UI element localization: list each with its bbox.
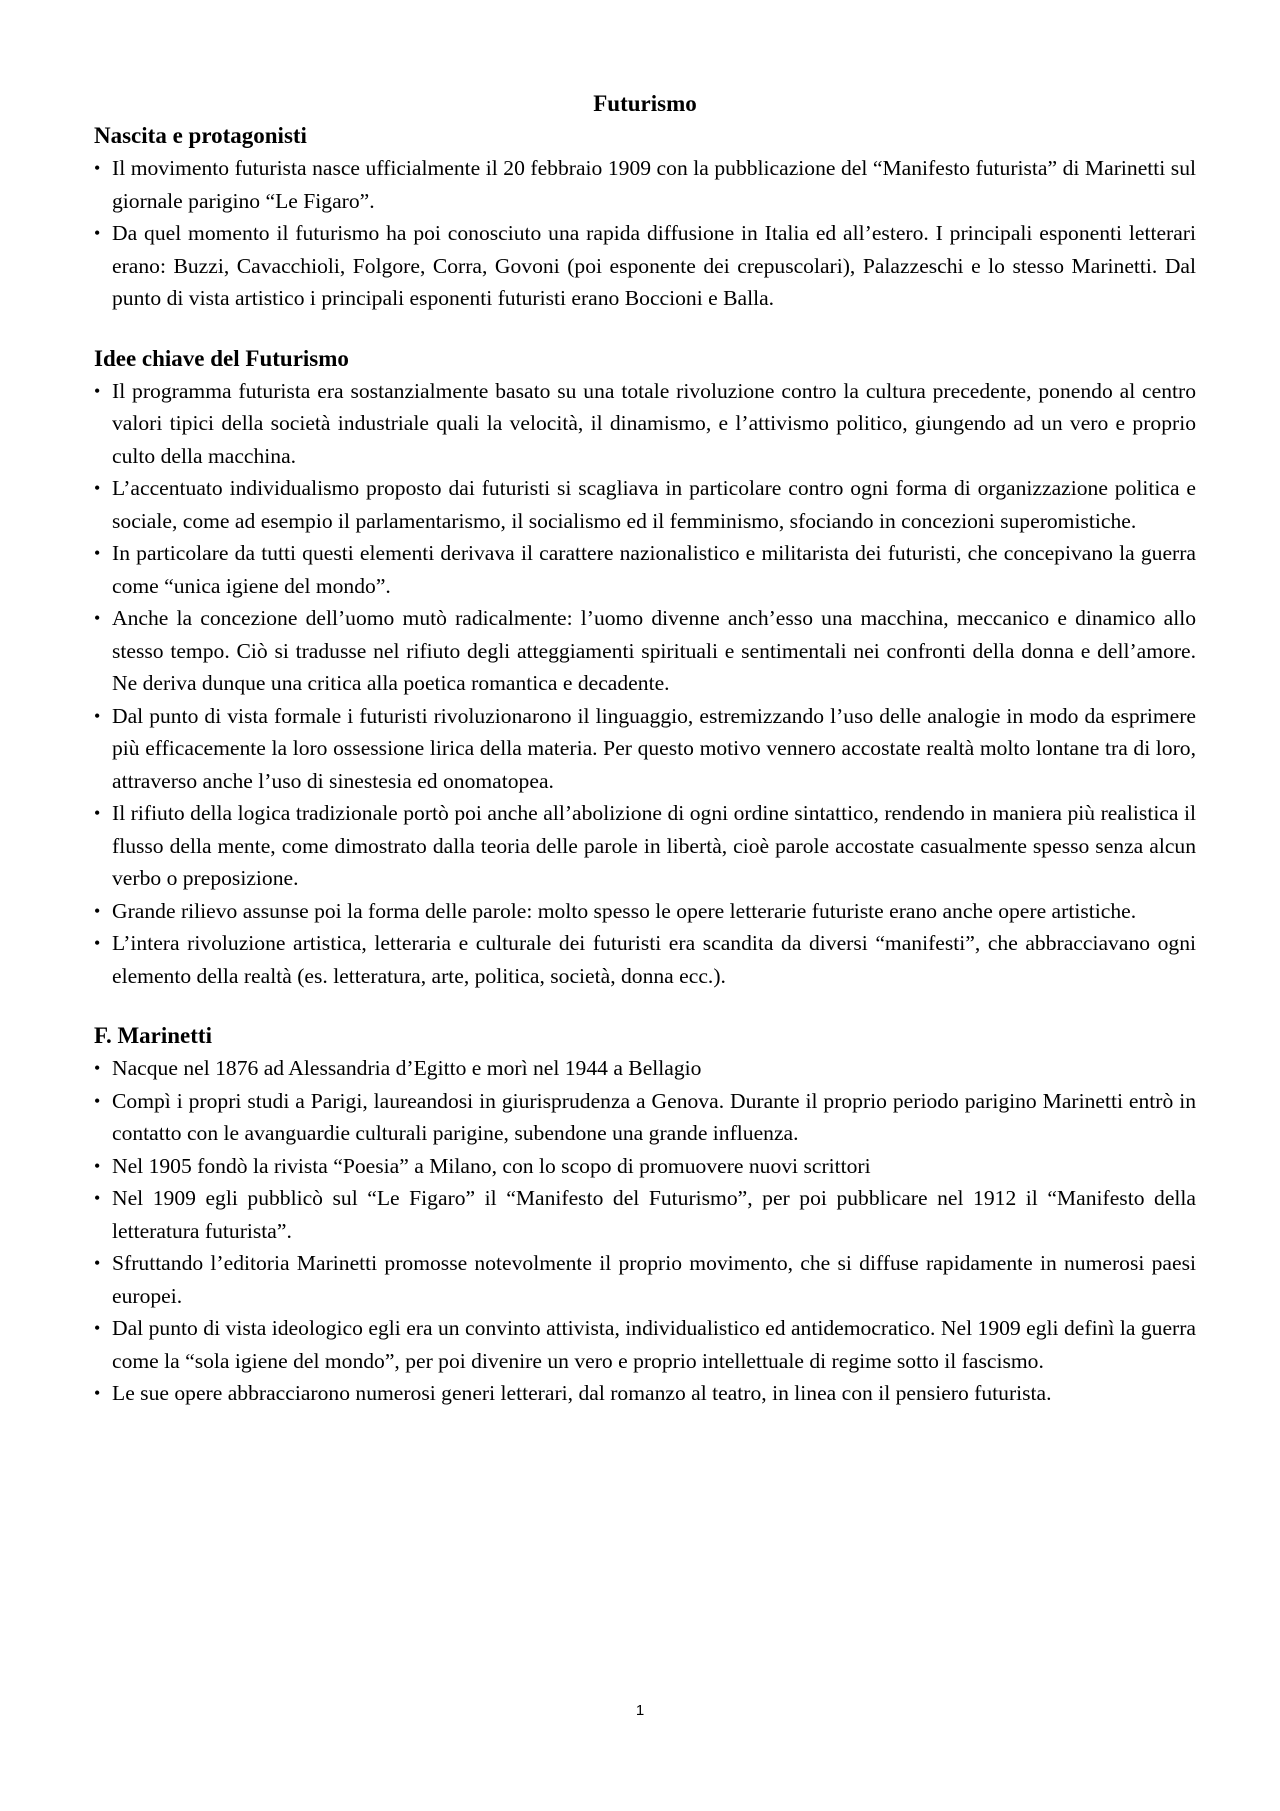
section-heading: Idee chiave del Futurismo [94,345,349,371]
list-item [94,797,1196,895]
bullet-icon: • [94,223,101,243]
page-number: 1 [635,1702,645,1719]
list-item [94,472,1196,537]
bullet-icon: • [94,1253,101,1273]
list-item [94,1247,1196,1312]
list-item-text: L’intera rivoluzione artistica, letteraria e culturale dei futuristi era scandita da diversi “manifesti”, che abbracciavano ogni elemento della realtà (es. letteratura, arte, politica, società, donna ecc.). [112,931,1196,988]
bullet-icon: • [94,1383,101,1403]
bullet-list [94,375,1196,993]
list-item-text: Dal punto di vista formale i futuristi rivoluzionarono il linguaggio, estremizzando l’uso delle analogie in modo da esprimere più efficacemente la loro ossessione lirica della materia. Per questo motivo vennero accostate realtà molto lontane tra di loro, attraverso anche l’uso di sinestesia ed onomatopea. [112,703,1196,793]
list-item [94,700,1196,798]
bullet-list [94,1052,1196,1410]
list-item [94,602,1196,700]
list-item-text: Il rifiuto della logica tradizionale portò poi anche all’abolizione di ogni ordine sintattico, rendendo in maniera più realistica il flusso della mente, come dimostrato dalla teoria delle parole in libertà, cioè parole accostate casualmente spesso senza alcun verbo o preposizione. [112,801,1196,890]
list-item-text: In particolare da tutti questi elementi derivava il carattere nazionalistico e militarista dei futuristi, che concepivano la guerra come “unica igiene del mondo”. [112,541,1196,598]
bullet-icon: • [94,158,101,178]
list-item-text: Compì i propri studi a Parigi, laureandosi in giurisprudenza a Genova. Durante il proprio periodo parigino Marinetti entrò in contatto con le avanguardie culturali parigine, subendone una grande influenza. [112,1088,1196,1145]
section-marinetti [94,1020,1196,1410]
bullet-icon: • [94,478,101,498]
list-item [94,1312,1196,1377]
bullet-icon: • [94,1090,101,1111]
document-title: Futurismo [593,91,697,116]
list-item-text: Nel 1909 egli pubblicò sul “Le Figaro” il “Manifesto del Futurismo”, per poi pubblicare nel 1912 il “Manifesto della letteratura futurista”. [112,1186,1196,1243]
bullet-icon: • [94,608,101,628]
list-item [94,1052,1196,1085]
list-item-text: Nacque nel 1876 ad Alessandria d’Egitto e morì nel 1944 a Bellagio [112,1056,702,1080]
section-heading: F. Marinetti [94,1023,212,1048]
bullet-icon: • [94,1318,101,1338]
list-item [94,1377,1196,1410]
list-item-text: Anche la concezione dell’uomo mutò radicalmente: l’uomo divenne anch’esso una macchina, meccanico e dinamico allo stesso tempo. Ciò si tradusse nel rifiuto degli atteggiamenti spirituali e sentimentali nei confronti della donna e dell’amore. Ne deriva dunque una critica alla poetica romantica e decadente. [112,606,1196,695]
list-item [94,1182,1196,1247]
section-heading: Nascita e protagonisti [94,123,307,148]
list-item [94,375,1196,473]
list-item [94,152,1196,217]
bullet-icon: • [94,543,101,563]
list-item [94,217,1196,315]
list-item-text: Grande rilievo assunse poi la forma delle parole: molto spesso le opere letterarie futuriste erano anche opere artistiche. [112,898,1137,923]
bullet-list [94,152,1196,315]
list-item-text: Dal punto di vista ideologico egli era un convinto attivista, individualistico ed antidemocratico. Nel 1909 egli definì la guerra come la “sola igiene del mondo”, per poi divenire un vero e proprio intellettuale di regime sotto il fascismo. [112,1316,1196,1373]
bullet-icon: • [94,900,101,921]
list-item-text: Le sue opere abbracciarono numerosi generi letterari, dal romanzo al teatro, in linea con il pensiero futurista. [112,1381,1052,1405]
section-idee-chiave [94,343,1196,993]
list-item [94,1150,1196,1183]
bullet-icon: • [94,1155,101,1176]
list-item-text: Il movimento futurista nasce ufficialmente il 20 febbraio 1909 con la pubblicazione del “Manifesto futurista” di Marinetti sul giornale parigino “Le Figaro”. [112,156,1196,213]
bullet-icon: • [94,803,101,823]
list-item [94,1085,1196,1150]
list-item [94,895,1196,928]
list-item-text: Da quel momento il futurismo ha poi conosciuto una rapida diffusione in Italia ed all’estero. I principali esponenti letterari erano: Buzzi, Cavacchioli, Folgore, Corra, Govoni (poi esponente dei crepuscolari), Palazzeschi e lo stesso Marinetti. Dal punto di vista artistico i principali esponenti futuristi erano Boccioni e Balla. [112,221,1196,310]
list-item-text: Sfruttando l’editoria Marinetti promosse notevolmente il proprio movimento, che si diffuse rapidamente in numerosi paesi europei. [112,1251,1196,1308]
list-item [94,537,1196,602]
list-item-text: Il programma futurista era sostanzialmente basato su una totale rivoluzione contro la cultura precedente, ponendo al centro valori tipici della società industriale quali la velocità, il dinamismo, e l’attivismo politico, giungendo ad un vero e proprio culto della macchina. [112,378,1196,468]
section-nascita [94,120,1196,315]
bullet-icon: • [94,705,101,726]
document-page [94,88,1196,1438]
list-item-text: Nel 1905 fondò la rivista “Poesia” a Milano, con lo scopo di promuovere nuovi scrittori [112,1153,871,1178]
bullet-icon: • [94,933,101,953]
bullet-icon: • [94,380,101,401]
bullet-icon: • [94,1188,101,1208]
list-item [94,927,1196,992]
list-item-text: L’accentuato individualismo proposto dai futuristi si scagliava in particolare contro ogni forma di organizzazione politica e sociale, come ad esempio il parlamentarismo, il socialismo ed il femminismo, sfociando in concezioni superomistiche. [112,476,1196,533]
bullet-icon: • [94,1058,101,1078]
